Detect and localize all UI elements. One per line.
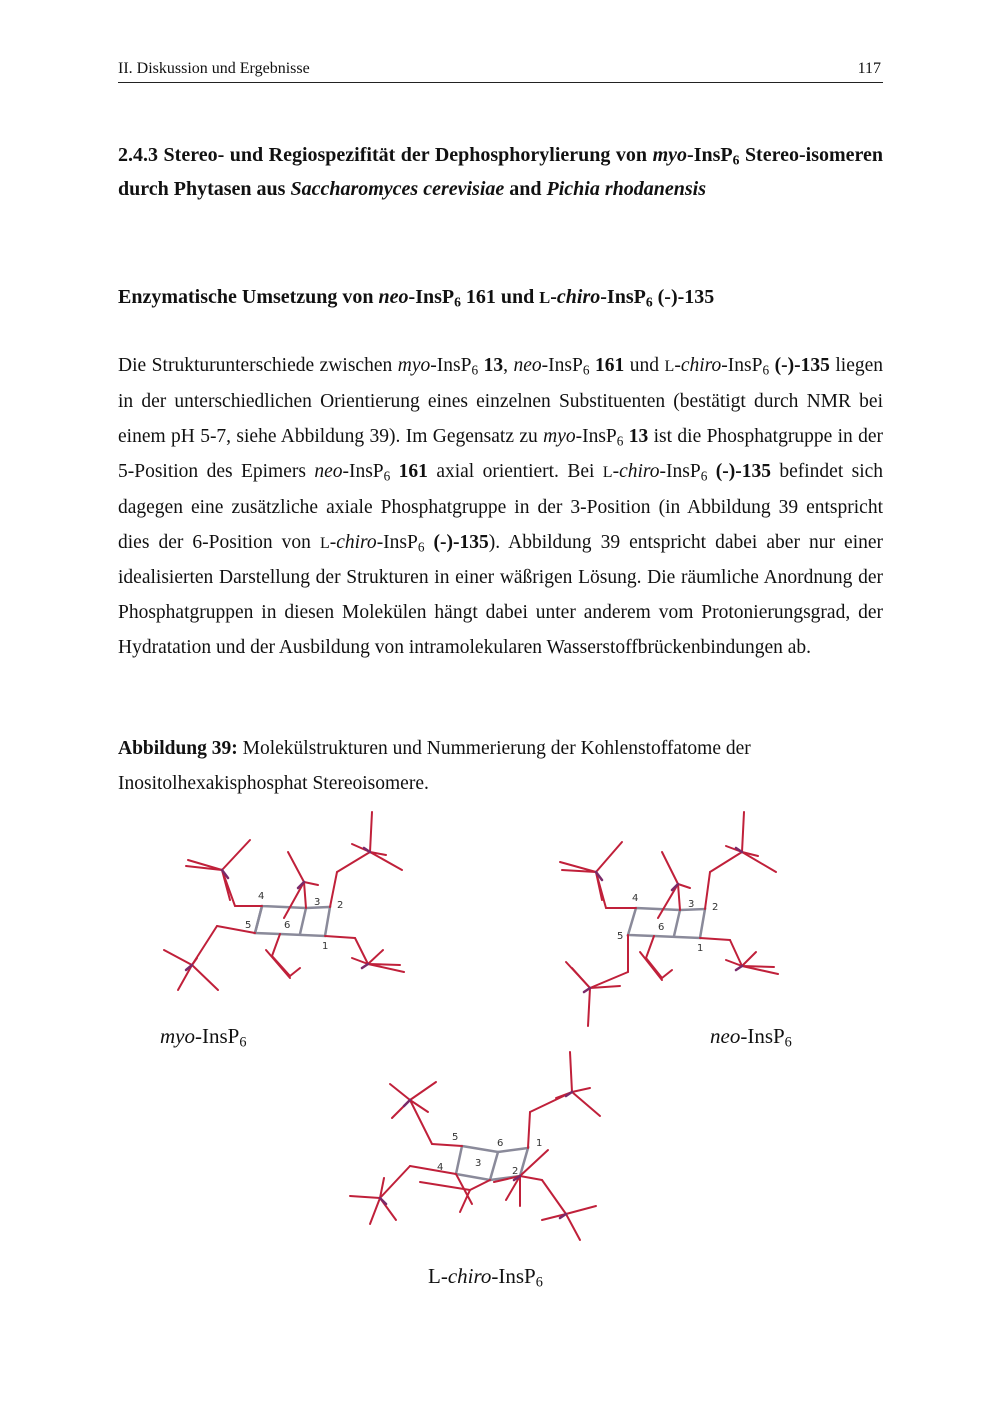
para-chiro: chiro bbox=[680, 355, 722, 376]
atom-label: 2 bbox=[512, 1166, 519, 1177]
atom-label: 3 bbox=[475, 1158, 482, 1169]
para-text: ). Abbildung 39 entspricht dabei aber nur einer idealisierten Darstellung der Strukturen in einer wäßrigen Lösung. Die räumliche Anordnung der Phosphatgruppen in diesen Molekülen hängt dabei unter anderem vom Protonierungsgrad, der Hydratation und der Ausbildung von intramolekularen Wasserstoffbrückenbindungen ab. bbox=[118, 531, 884, 659]
label-neo-insp6 bbox=[710, 1024, 792, 1049]
atom-label: 2 bbox=[337, 900, 344, 911]
para-insp: -InsP bbox=[376, 531, 418, 553]
sub-heading-dash: - bbox=[550, 286, 557, 308]
para-compound-161: 161 bbox=[594, 355, 625, 376]
para-myo: myo bbox=[397, 355, 431, 376]
para-insp: -InsP bbox=[430, 355, 472, 376]
section-heading-part1: Stereo- und Regiospezifität der Dephosphorylierung von bbox=[163, 144, 648, 166]
sub-heading-sub-2: 6 bbox=[645, 294, 653, 310]
sub-heading-insp-2: -InsP bbox=[600, 286, 646, 308]
body-paragraph bbox=[118, 349, 883, 666]
para-dash: - bbox=[674, 355, 681, 376]
para-L: L bbox=[664, 358, 675, 375]
sub-heading-sub-1: 6 bbox=[454, 294, 461, 310]
page-header bbox=[118, 60, 883, 83]
figure-39 bbox=[0, 800, 1000, 1300]
atom-label: 6 bbox=[284, 920, 291, 931]
label-suffix: -InsP bbox=[491, 1264, 536, 1288]
para-neo: neo bbox=[314, 460, 343, 482]
para-insp: -InsP bbox=[721, 355, 763, 376]
sub-heading-num1: 161 und bbox=[465, 286, 535, 308]
atom-label: 5 bbox=[245, 920, 252, 931]
label-chiro-insp6 bbox=[428, 1264, 543, 1289]
label-suffix: -InsP bbox=[195, 1024, 240, 1048]
para-und: und bbox=[629, 355, 660, 376]
molecule-neo bbox=[560, 812, 778, 1026]
para-compound-135: (-)-135 bbox=[715, 460, 771, 482]
para-sub: 6 bbox=[417, 538, 425, 554]
label-sub: 6 bbox=[239, 1034, 247, 1051]
para-compound-13: 13 bbox=[628, 425, 649, 447]
label-italic: chiro bbox=[447, 1264, 492, 1288]
para-dash: - bbox=[612, 460, 620, 482]
atom-label: 5 bbox=[452, 1132, 459, 1143]
sub-heading-part1: Enzymatische Umsetzung von bbox=[118, 286, 374, 308]
atom-label: 4 bbox=[437, 1162, 444, 1173]
atom-label: 4 bbox=[632, 893, 639, 904]
sub-heading-insp-1: -InsP bbox=[408, 286, 455, 308]
atom-label: 5 bbox=[617, 931, 624, 942]
para-insp: -InsP bbox=[541, 355, 583, 376]
sub-heading bbox=[118, 283, 883, 312]
atom-label: 6 bbox=[497, 1138, 504, 1149]
para-compound-135: (-)-135 bbox=[433, 531, 489, 553]
page-number: 117 bbox=[857, 60, 881, 77]
atom-label: 3 bbox=[314, 897, 321, 908]
para-sub: 6 bbox=[582, 362, 590, 378]
label-sub: 6 bbox=[784, 1034, 792, 1051]
para-text: Die Strukturunterschiede zwischen bbox=[118, 355, 393, 376]
chapter-title: II. Diskussion und Ergebnisse bbox=[118, 60, 310, 77]
para-chiro: chiro bbox=[336, 531, 377, 553]
atom-label: 4 bbox=[258, 891, 265, 902]
section-heading-myo: myo bbox=[652, 144, 688, 166]
section-heading-and: and bbox=[509, 178, 542, 200]
sub-heading-L: L bbox=[539, 288, 551, 307]
para-text: ist die Phosphatgruppe in der 5-Position des Epimers bbox=[118, 425, 884, 482]
section-heading-organism2: Pichia rhodanensis bbox=[546, 178, 707, 200]
para-comma: , bbox=[503, 355, 508, 376]
section-heading-sub: 6 bbox=[732, 152, 740, 168]
para-compound-135: (-)-135 bbox=[774, 355, 830, 376]
atom-label: 1 bbox=[536, 1138, 543, 1149]
caption-label: Abbildung 39: bbox=[118, 738, 238, 759]
label-italic: myo bbox=[160, 1024, 195, 1048]
molecule-structures bbox=[0, 800, 1000, 1300]
atom-label: 6 bbox=[658, 922, 665, 933]
para-neo: neo bbox=[513, 355, 542, 376]
caption-text: Molekülstrukturen und Nummerierung der Kohlenstoffatome der Inositolhexakisphosphat Stereoisomere. bbox=[118, 738, 751, 794]
para-sub: 6 bbox=[700, 468, 708, 484]
para-L: L bbox=[319, 534, 330, 552]
para-chiro: chiro bbox=[619, 460, 660, 482]
para-insp: InsP bbox=[666, 460, 701, 482]
label-suffix: -InsP bbox=[740, 1024, 785, 1048]
para-text: axial orientiert. Bei bbox=[436, 460, 595, 482]
atom-label: 1 bbox=[322, 941, 329, 952]
label-prefix: L- bbox=[428, 1264, 448, 1288]
para-sub: 6 bbox=[762, 362, 770, 378]
section-heading bbox=[118, 138, 883, 206]
molecule-chiro bbox=[350, 1052, 600, 1240]
atom-label: 2 bbox=[712, 902, 719, 913]
label-myo-insp6 bbox=[160, 1024, 246, 1049]
para-insp: -InsP bbox=[575, 425, 617, 447]
para-compound-161: 161 bbox=[398, 460, 428, 482]
para-sub: 6 bbox=[471, 362, 479, 378]
section-number: 2.4.3 bbox=[118, 144, 158, 166]
section-heading-organism1: Saccharomyces cerevisiae bbox=[290, 178, 505, 200]
para-L: L bbox=[602, 463, 613, 481]
figure-caption bbox=[118, 731, 883, 801]
label-italic: neo bbox=[710, 1024, 741, 1048]
sub-heading-num2: (-)-135 bbox=[657, 286, 715, 308]
para-text: liegen in der unterschiedlichen Orientierung eines einzelnen Substituenten (bestätigt durch NMR bei einem pH 5-7, siehe Abbildung 39). Im Gegensatz zu bbox=[118, 355, 884, 447]
para-dash: - bbox=[659, 460, 667, 482]
atom-label: 1 bbox=[697, 943, 704, 954]
para-dash: - bbox=[329, 531, 337, 553]
label-sub: 6 bbox=[535, 1274, 543, 1291]
section-heading-part2: Stereo-isomeren durch Phytasen aus bbox=[118, 144, 884, 200]
para-myo: myo bbox=[543, 425, 576, 447]
sub-heading-chiro: chiro bbox=[556, 286, 601, 308]
sub-heading-neo: neo bbox=[378, 286, 409, 308]
atom-label: 3 bbox=[688, 899, 695, 910]
molecule-myo bbox=[164, 812, 404, 990]
para-sub: 6 bbox=[616, 433, 624, 449]
para-sub: 6 bbox=[383, 468, 391, 484]
section-heading-insp: -InsP bbox=[687, 144, 733, 166]
para-compound-13: 13 bbox=[483, 355, 504, 376]
para-insp: -InsP bbox=[342, 460, 384, 482]
para-text: befindet sich dagegen eine zusätzliche axiale Phosphatgruppe in der 3-Position (in Abbildung 39 entspricht dies der 6-Position von bbox=[118, 460, 884, 553]
